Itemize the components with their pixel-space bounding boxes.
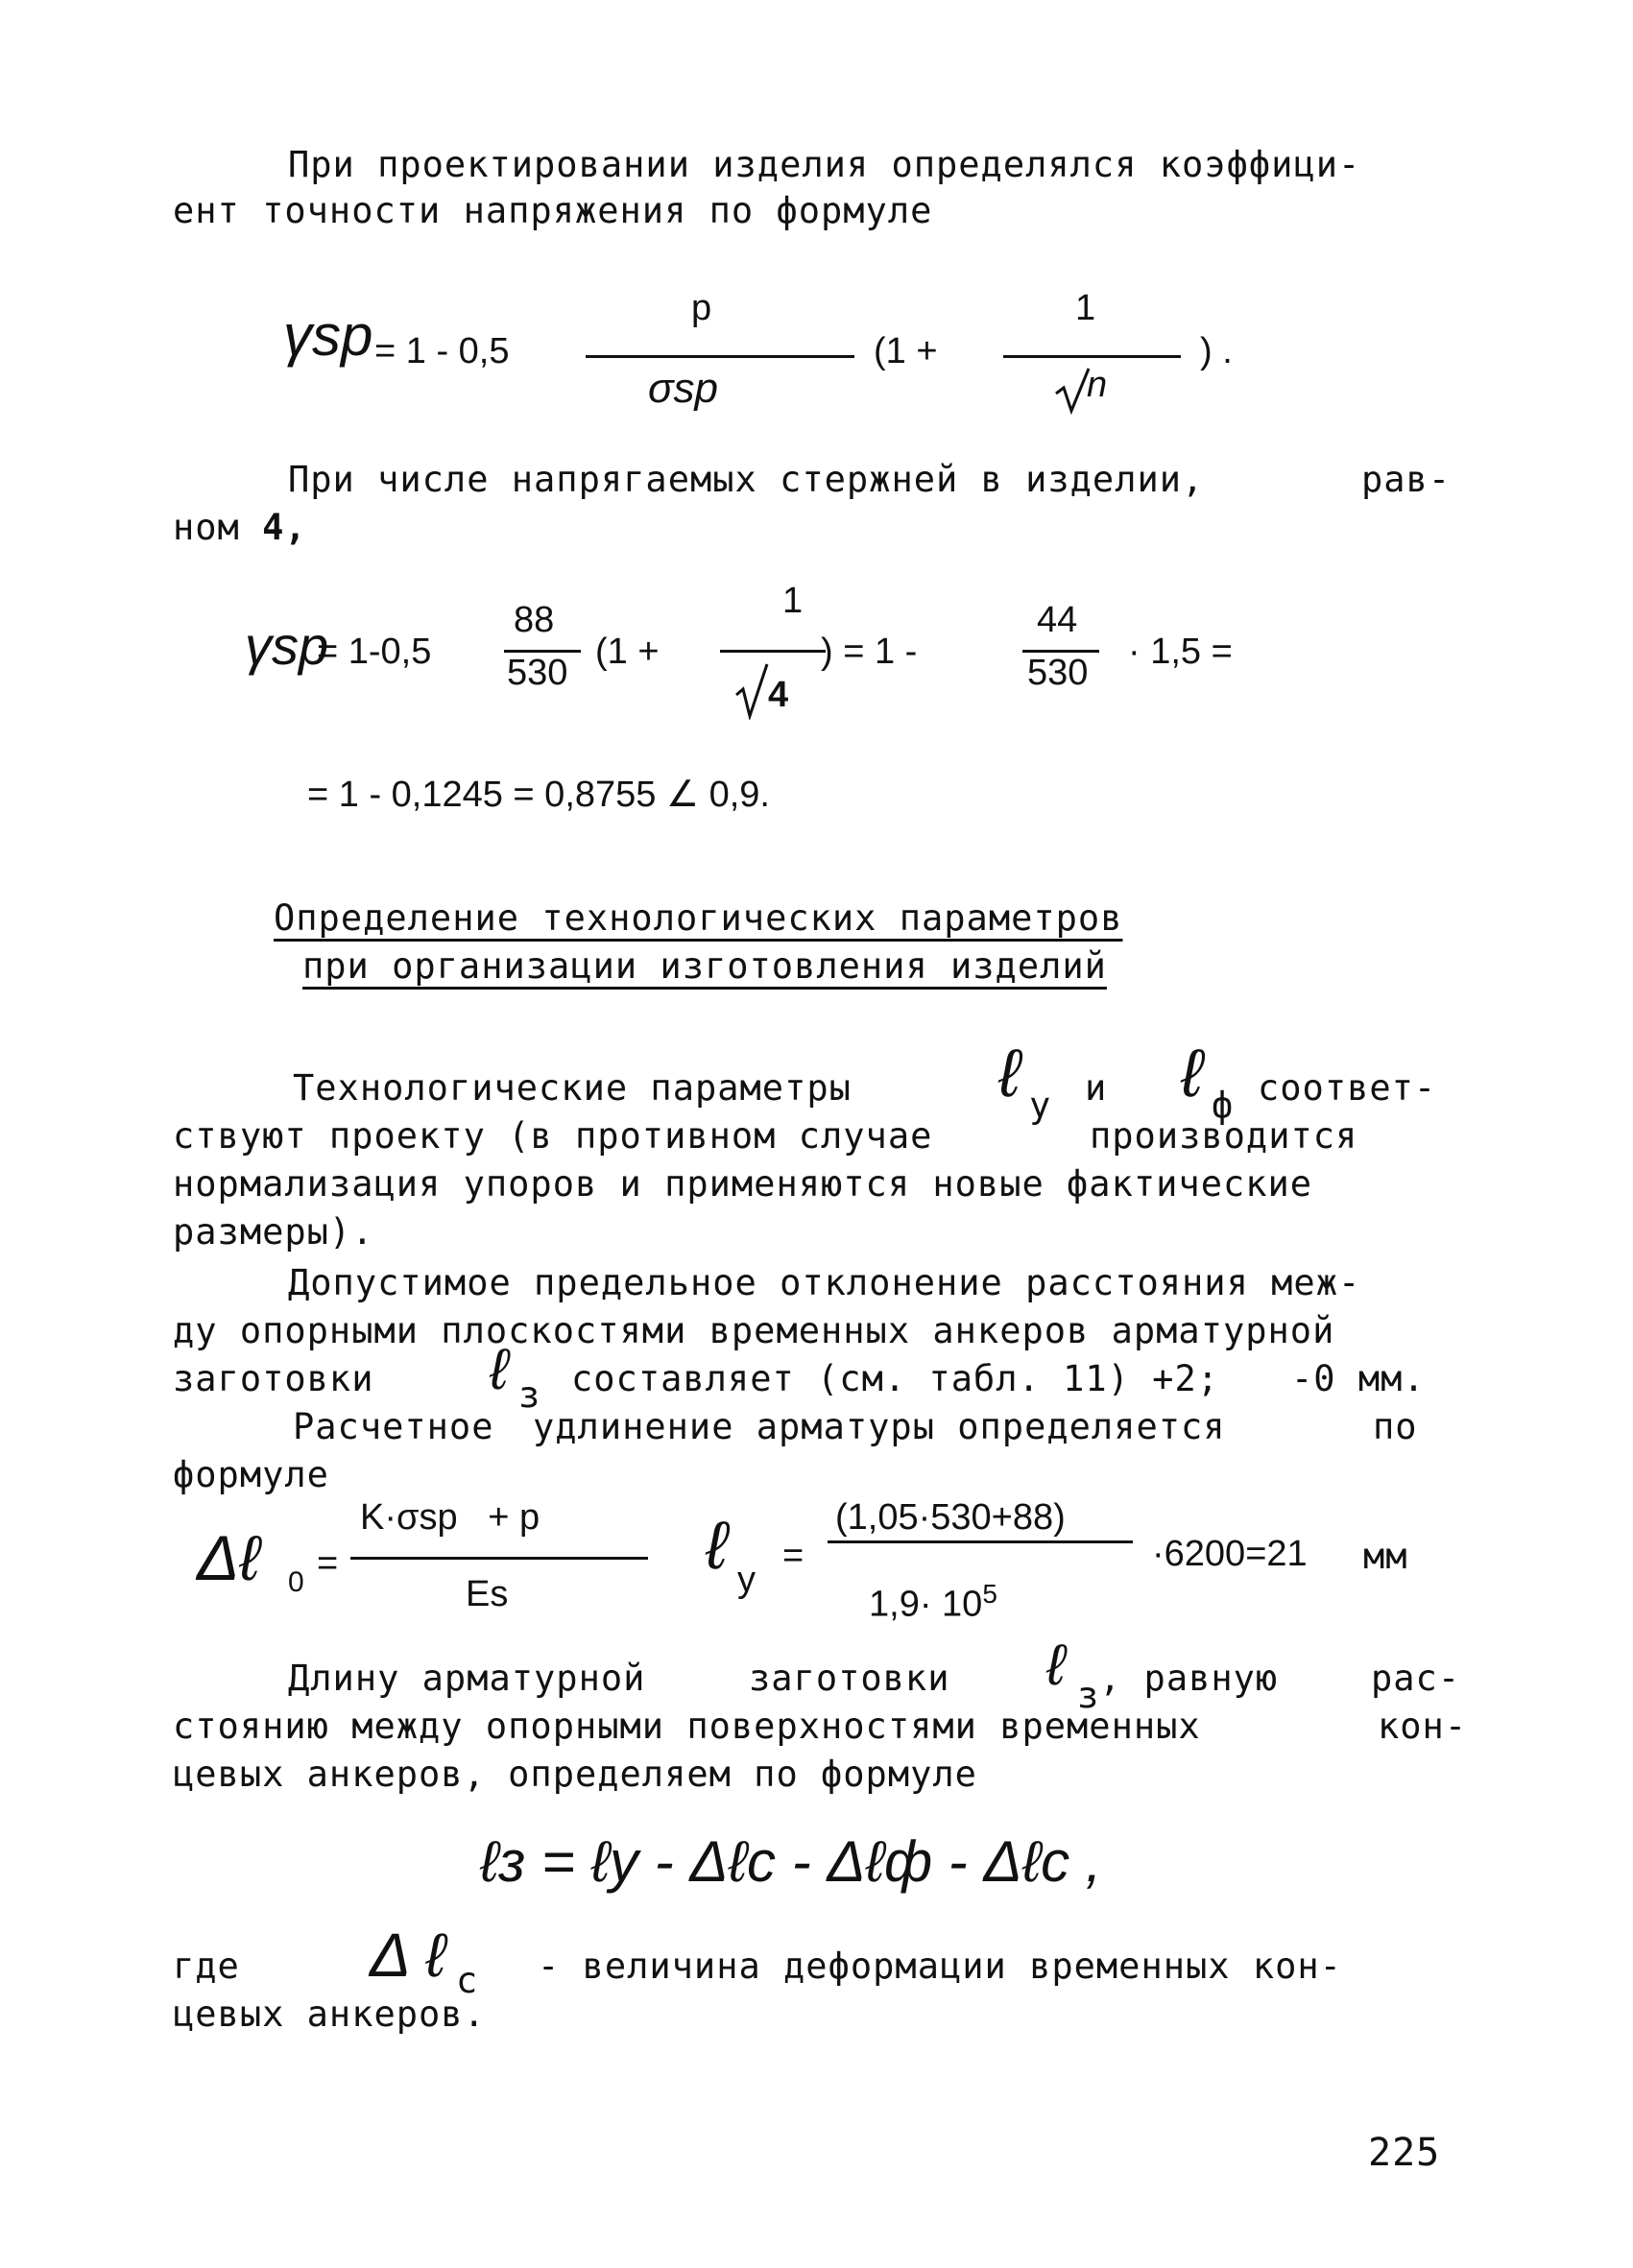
para3-and: и <box>1085 1067 1108 1109</box>
para7-sub: с <box>456 1960 479 2001</box>
para7-line-2: цевых анкеров. <box>173 1993 486 2035</box>
intro-line-2: ент точности напряжения по формуле <box>173 190 933 231</box>
formula2-tail: · 1,5 = <box>1128 632 1233 672</box>
formula1-mid: (1 + <box>874 331 938 371</box>
formula3-tail: ·6200=21 <box>1152 1534 1308 1574</box>
section-heading-line-2: при организации изготовления изделий <box>302 945 1107 987</box>
formula1-frac-bar <box>586 355 854 358</box>
formula3-frac-bar-2 <box>828 1540 1133 1543</box>
para3-sub-y: у <box>1029 1085 1052 1126</box>
formula3-den2-sup: 5 <box>982 1579 997 1609</box>
formula2-den: 530 <box>507 653 568 693</box>
para7-line-1-a: где <box>173 1946 240 1987</box>
formula3-lhs: Δℓ <box>197 1522 260 1593</box>
formula1-num: p <box>691 288 712 328</box>
para4-line-3-b: составляет (см. табл. 11) +2; <box>571 1358 1220 1399</box>
formula2-mid: (1 + <box>595 632 660 672</box>
para6-line-1-a: Длину арматурной <box>288 1658 646 1699</box>
para5-line-2: формуле <box>173 1454 329 1495</box>
formula3-den: Es <box>466 1574 509 1614</box>
formula2-lhs: γsp <box>245 615 329 676</box>
para3-sym-ly: ℓ <box>998 1036 1021 1110</box>
para5-line-1-b: удлинение арматуры определяется <box>533 1406 1226 1447</box>
formula2-den3: 530 <box>1027 653 1089 693</box>
para3-sym-lf: ℓ <box>1181 1036 1203 1110</box>
para6-line-1-b: заготовки <box>749 1658 950 1699</box>
formula2-num3: 44 <box>1037 600 1078 640</box>
para6-line-3: цевых анкеров, определяем по формуле <box>173 1754 977 1795</box>
para4-sub: з <box>518 1374 541 1416</box>
formula3-lhs-sub: 0 <box>288 1566 304 1598</box>
section-heading-line-1: Определение технологических параметров <box>274 897 1123 939</box>
para2-line-1: При числе напрягаемых стержней в изделии, <box>288 459 1205 500</box>
para2-line-2 <box>173 507 307 548</box>
formula3-num2: (1,05·530+88) <box>835 1497 1066 1538</box>
para2-line-2-b: 4, <box>262 507 307 548</box>
formula2-num2: 1 <box>782 581 804 621</box>
para3-line-3: нормализация упоров и применяются новые фактические <box>173 1163 1313 1205</box>
formula2-frac-bar-2 <box>720 650 826 653</box>
para3-line-2-b: производится <box>1090 1115 1358 1157</box>
para7-sym: Δ ℓ <box>370 1921 446 1990</box>
para3-line-1-b: соответ- <box>1258 1067 1437 1109</box>
formula1-eq: = 1 - 0,5 <box>374 331 510 371</box>
formula3-unit: мм <box>1363 1536 1408 1577</box>
formula-4: ℓз = ℓу - Δℓс - Δℓф - Δℓс , <box>480 1829 1102 1894</box>
formula2-eq2: ) = 1 - <box>821 632 918 672</box>
para6-line-1-c: , равную <box>1099 1658 1279 1699</box>
formula2-num: 88 <box>514 600 555 640</box>
para3-line-4: размеры). <box>173 1211 374 1253</box>
formula3-eq: = <box>317 1543 339 1584</box>
formula3-ly-sub: у <box>737 1560 756 1600</box>
para2-line-2-a: ном <box>173 507 263 548</box>
para3-line-2: ствуют проекту (в противном случае <box>173 1115 933 1157</box>
para6-line-2-a: стоянию между опорными поверхностями временных <box>173 1706 1201 1747</box>
para4-line-2: ду опорными плоскостями временных анкеров арматурной <box>173 1310 1335 1351</box>
para4-line-3-c: -0 мм. <box>1291 1358 1426 1399</box>
formula1-den: σsp <box>648 365 719 412</box>
formula3-den2 <box>869 1579 997 1626</box>
formula1-frac-bar-2 <box>1003 355 1181 358</box>
formula2-line-2: = 1 - 0,1245 = 0,8755 ∠ 0,9. <box>307 775 770 815</box>
para6-sym: ℓ <box>1046 1633 1066 1697</box>
formula2-den2: 4 <box>768 675 789 715</box>
para4-line-3-a: заготовки <box>173 1358 374 1399</box>
formula2-eq: = 1-0,5 <box>317 632 432 672</box>
formula3-eq2: = <box>782 1536 804 1576</box>
para3-sub-f: ф <box>1212 1085 1235 1126</box>
para4-sym: ℓ <box>490 1337 509 1401</box>
formula1-den2: n <box>1087 365 1108 405</box>
formula1-num2: 1 <box>1075 288 1096 328</box>
formula1-lhs: γsp <box>283 303 373 368</box>
para5-line-1-c: по <box>1373 1406 1418 1447</box>
formula3-frac-bar <box>350 1557 648 1560</box>
para4-line-1: Допустимое предельное отклонение расстояния меж- <box>288 1262 1361 1303</box>
formula1-end: ) . <box>1200 331 1233 371</box>
para5-line-1-a: Расчетное <box>293 1406 494 1447</box>
para3-line-1-a: Технологические параметры <box>293 1067 852 1109</box>
formula3-den2-base: 1,9· 10 <box>869 1584 983 1625</box>
page-number: 225 <box>1368 2131 1441 2175</box>
formula3-ly: ℓ <box>706 1508 728 1583</box>
para7-line-1-b: - величина деформации временных кон- <box>538 1946 1342 1987</box>
intro-line-1: При проектировании изделия определялся коэффици- <box>288 144 1361 185</box>
formula3-num: K·σsp + p <box>360 1497 540 1538</box>
para6-sub: з <box>1077 1675 1100 1716</box>
para6-line-2-b: кон- <box>1378 1706 1468 1747</box>
para6-line-1-d: рас- <box>1371 1658 1461 1699</box>
para2-line-1-end: рав- <box>1361 459 1452 500</box>
formula2-radical <box>734 662 769 720</box>
